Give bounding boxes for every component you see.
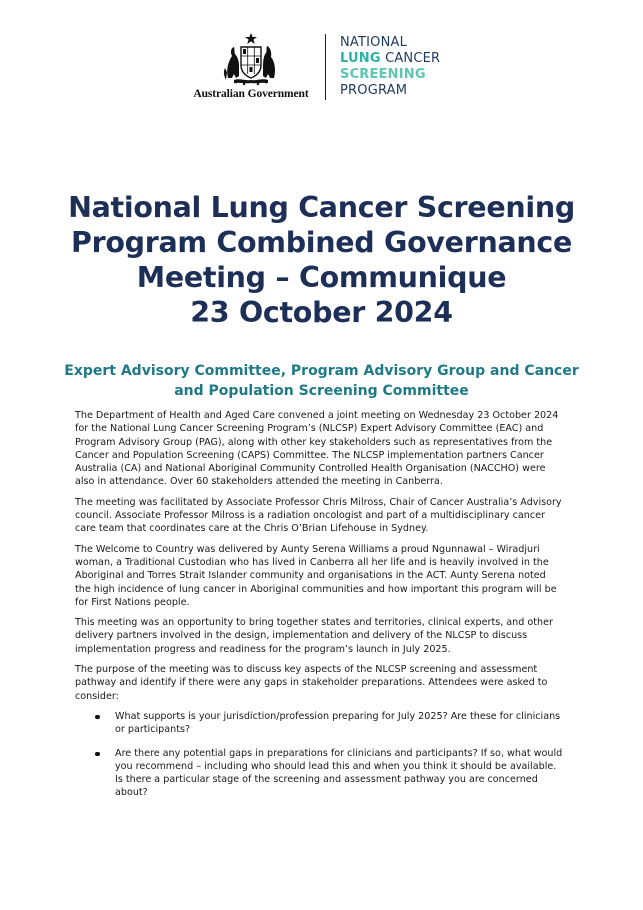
document-title bbox=[40, 190, 603, 330]
text-line: implementation progress and readiness for the program’s launch in July 2025. bbox=[75, 643, 451, 655]
text-line: Cancer and Population Screening (CAPS) Committee. The NLCSP implementation partners Cancer bbox=[75, 449, 544, 461]
text-line: The Department of Health and Aged Care convened a joint meeting on Wednesday 23 October 2024 bbox=[75, 410, 559, 421]
title-line: Program Combined Governance bbox=[70, 226, 572, 259]
text-line: The Welcome to Country was delivered by Aunty Serena Williams a proud Ngunnawal – Wiradjuri bbox=[75, 543, 540, 555]
text-line: council. Associate Professor Milross is a radiation oncologist and part of a multidisciplinary cancer bbox=[75, 510, 545, 522]
paragraph-purpose bbox=[75, 663, 575, 703]
government-name: Australian Government bbox=[193, 88, 309, 100]
coat-of-arms-icon bbox=[220, 32, 282, 86]
text-line: woman, a Traditional Custodian who has lived in Canberra all her life and is heavily involved in the bbox=[75, 556, 549, 568]
logo-line-national: NATIONAL bbox=[340, 35, 408, 50]
australian-government-logo bbox=[190, 32, 312, 100]
text-line: also in attendance. Over 60 stakeholders attended the meeting in Canberra. bbox=[75, 476, 443, 488]
text-line: Australia (CA) and National Aboriginal Community Controlled Health Organisation (NACCHO) were bbox=[75, 463, 546, 475]
text-line: The meeting was facilitated by Associate Professor Chris Milross, Chair of Cancer Australia’s Advisory bbox=[75, 496, 562, 508]
text-line: the high incidence of lung cancer in Aboriginal communities and how important this program will be bbox=[75, 583, 557, 595]
subtitle-line: Expert Advisory Committee, Program Advisory Group and Cancer bbox=[64, 363, 579, 379]
paragraph-meeting-intro bbox=[75, 409, 575, 489]
text-line: The purpose of the meeting was to discuss key aspects of the NLCSP screening and assessment bbox=[75, 664, 538, 676]
text-line: consider: bbox=[75, 690, 119, 702]
paragraph-facilitator bbox=[75, 496, 575, 536]
text-line: What supports is your jurisdiction/profession preparing for July 2025? Are these for clinicians bbox=[115, 710, 561, 722]
title-line: Meeting – Communique bbox=[136, 261, 507, 294]
text-line: for the National Lung Cancer Screening Program’s (NLCSP) Expert Advisory Committee (EAC) and bbox=[75, 423, 544, 435]
section-heading bbox=[60, 361, 583, 401]
nlcsp-logo bbox=[340, 35, 440, 99]
text-line: Is there a particular stage of the screening and assessment pathway you are concerned bbox=[115, 774, 538, 786]
text-line: This meeting was an opportunity to bring together states and territories, clinical experts, and other bbox=[75, 617, 553, 629]
consideration-list bbox=[75, 710, 575, 800]
logo-word-lung: LUNG bbox=[340, 51, 381, 66]
text-line: for First Nations people. bbox=[75, 596, 190, 608]
logo-line-lung-cancer bbox=[340, 51, 440, 67]
title-line: 23 October 2024 bbox=[190, 296, 453, 329]
text-line: or participants? bbox=[115, 724, 191, 736]
list-item bbox=[75, 710, 575, 737]
text-line: about? bbox=[115, 787, 148, 799]
list-item bbox=[75, 747, 575, 800]
paragraph-welcome-to-country bbox=[75, 543, 575, 609]
title-line: National Lung Cancer Screening bbox=[68, 191, 575, 224]
text-line: Are there any potential gaps in preparations for clinicians and participants? If so, what would bbox=[115, 747, 563, 759]
logo-word-cancer: CANCER bbox=[380, 51, 441, 66]
text-line: delivery partners involved in the design, implementation and delivery of the NLCSP to discuss bbox=[75, 630, 528, 642]
subtitle-line: and Population Screening Committee bbox=[174, 383, 469, 399]
paragraph-opportunity bbox=[75, 616, 575, 656]
text-line: Program Advisory Group (PAG), along with other key stakeholders such as representatives from the bbox=[75, 436, 553, 448]
text-line: care team that coordinates care at the Chris O’Brian Lifehouse in Sydney. bbox=[75, 523, 429, 535]
logo-divider bbox=[325, 34, 326, 100]
text-line: Aboriginal and Torres Strait Islander community and organisations in the ACT. Aunty Serena noted bbox=[75, 570, 546, 582]
header-logos bbox=[190, 32, 460, 104]
document-body bbox=[75, 409, 575, 810]
text-line: pathway and identify if there were any gaps in stakeholder preparations. Attendees were asked to bbox=[75, 677, 548, 689]
logo-line-program: PROGRAM bbox=[340, 83, 408, 98]
logo-line-screening: SCREENING bbox=[340, 67, 426, 82]
text-line: you recommend – including who should lead this and when you think it should be available. bbox=[115, 760, 557, 772]
